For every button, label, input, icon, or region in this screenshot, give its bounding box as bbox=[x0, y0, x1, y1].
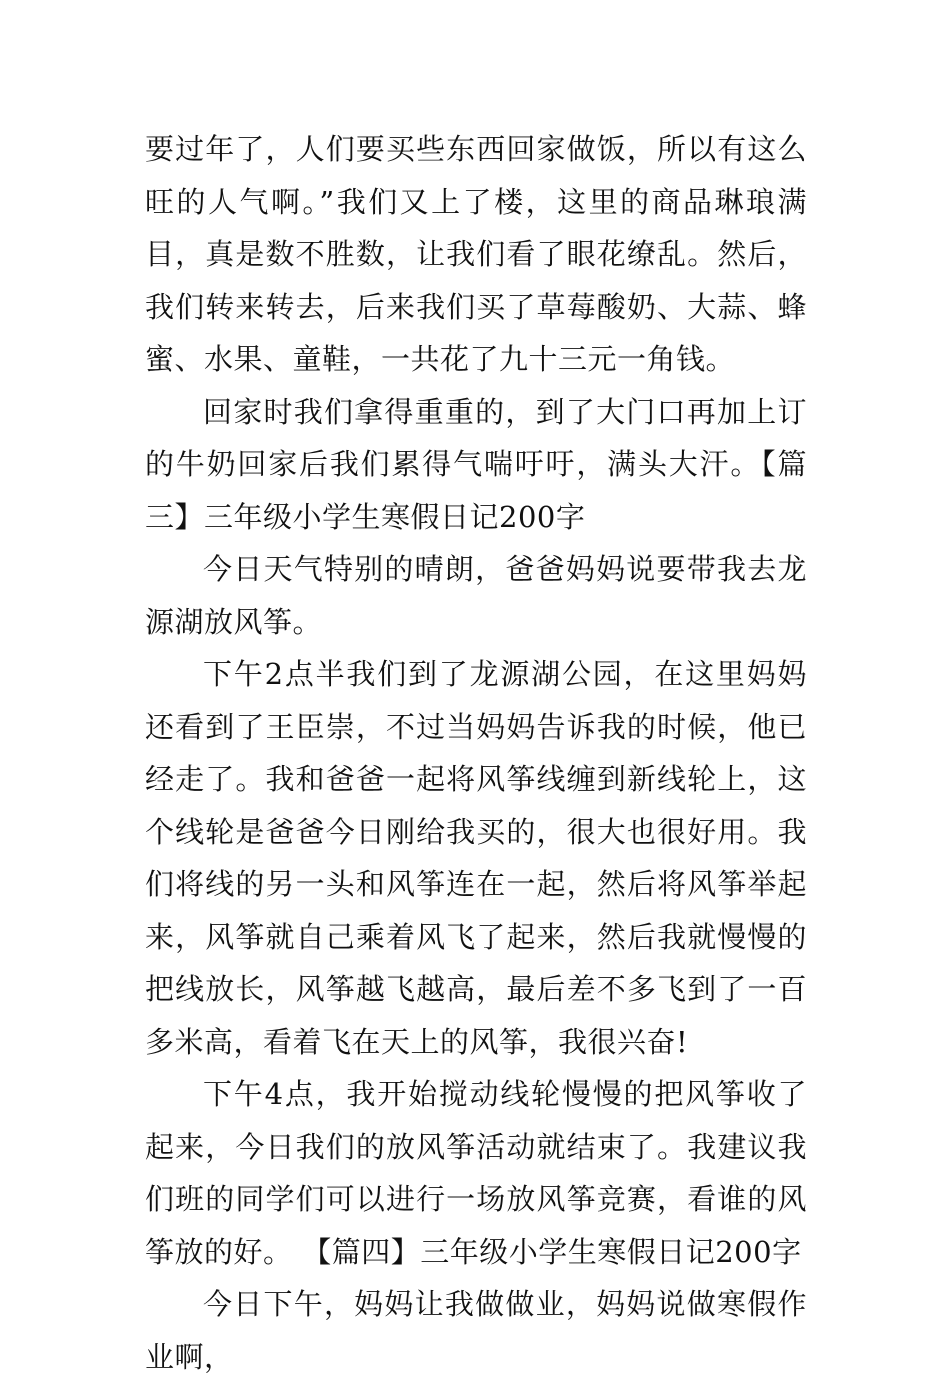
paragraph-continued: 要过年了，人们要买些东西回家做饭，所以有这么旺的人气啊。”我们又上了楼，这里的商品琳琅满目，真是数不胜数，让我们看了眼花缭乱。然后，我们转来转去，后来我们买了草莓酸奶、大蒜、蜂蜜、水果、童鞋，一共花了九十三元一角钱。 bbox=[145, 132, 807, 376]
paragraph: 下午4点，我开始搅动线轮慢慢的把风筝收了起来，今日我们的放风筝活动就结束了。我建议我们班的同学们可以进行一场放风筝竞赛，看谁的风筝放的好。 【篇四】三年级小学生寒假日记200字 bbox=[145, 1077, 807, 1269]
paragraph: 今日天气特别的晴朗，爸爸妈妈说要带我去龙源湖放风筝。 bbox=[145, 552, 807, 639]
paragraph: 今日下午，妈妈让我做做业，妈妈说做寒假作业啊， bbox=[145, 1287, 807, 1374]
paragraph: 回家时我们拿得重重的，到了大门口再加上订的牛奶回家后我们累得气喘吁吁，满头大汗。【篇三】三年级小学生寒假日记200字 bbox=[145, 394, 807, 534]
paragraph: 下午2点半我们到了龙源湖公园，在这里妈妈还看到了王臣崇，不过当妈妈告诉我的时候，他已经走了。我和爸爸一起将风筝线缠到新线轮上，这个线轮是爸爸今日刚给我买的，很大也很好用。我们将线的另一头和风筝连在一起，然后将风筝举起来，风筝就自己乘着风飞了起来，然后我就慢慢的把线放长，风筝越飞越高，最后差不多飞到了一百多米高，看着飞在天上的风筝，我很兴奋! bbox=[145, 657, 807, 1059]
document-body bbox=[145, 123, 807, 1383]
